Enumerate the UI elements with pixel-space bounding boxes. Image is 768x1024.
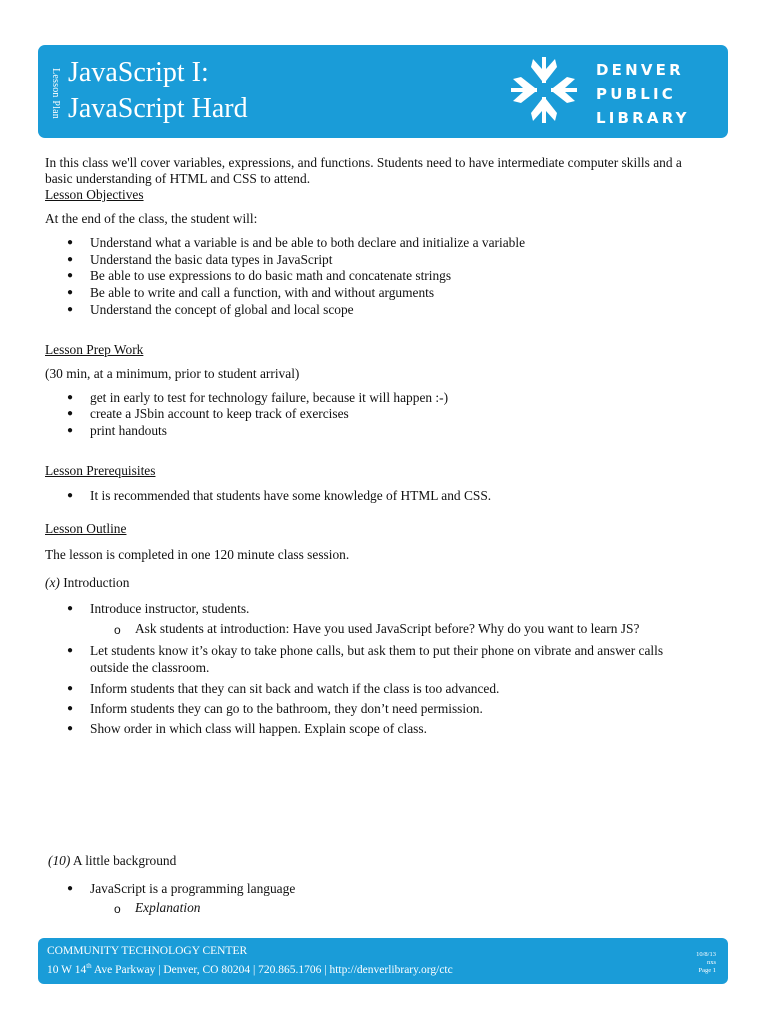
prereq-item: It is recommended that students have some knowledge of HTML and CSS. (90, 488, 492, 503)
intro-time-marker: (x) (45, 575, 60, 590)
intro-section-heading (45, 575, 129, 591)
sub-bullet-icon: o (114, 623, 121, 637)
bullet-icon: ● (67, 883, 74, 894)
bullet-icon: ● (67, 237, 74, 248)
intro-item-continuation: outside the classroom. (90, 660, 210, 675)
logo-text-library: LIBRARY (596, 109, 690, 127)
bullet-icon: ● (67, 603, 74, 614)
prep-lead: (30 min, at a minimum, prior to student arrival) (45, 366, 300, 381)
footer-page-number: Page 1 (698, 967, 716, 974)
footer-date: 10/8/13 (696, 951, 716, 958)
intro-item: Inform students that they can sit back and watch if the class is too advanced. (90, 681, 500, 696)
background-section-label: A little background (70, 853, 177, 868)
objectives-lead: At the end of the class, the student will: (45, 211, 258, 226)
background-item: JavaScript is a programming language (90, 881, 296, 896)
logo-text-denver: DENVER (596, 61, 684, 79)
bullet-icon: ● (67, 392, 74, 403)
bullet-icon: ● (67, 425, 74, 436)
intro-line-2: basic understanding of HTML and CSS to attend. (45, 171, 311, 186)
objective-item: Understand what a variable is and be able to both declare and initialize a variable (90, 235, 526, 250)
intro-item: Let students know it’s okay to take phone calls, but ask them to put their phone on vibrate and answer calls (90, 643, 664, 658)
outline-heading: Lesson Outline (45, 521, 127, 536)
title-line-2: JavaScript Hard (68, 93, 248, 124)
objectives-heading: Lesson Objectives (45, 187, 144, 202)
prereq-heading: Lesson Prerequisites (45, 463, 156, 478)
bullet-icon: ● (67, 304, 74, 315)
sub-bullet-icon: o (114, 902, 121, 916)
prep-item: print handouts (90, 423, 167, 438)
bullet-icon: ● (67, 270, 74, 281)
intro-item: Show order in which class will happen. Explain scope of class. (90, 721, 427, 736)
background-time-marker: (10) (48, 853, 71, 868)
footer-initials: nxs (706, 959, 716, 966)
lesson-plan-side-label: Lesson Plan (49, 67, 61, 119)
objective-item: Be able to write and call a function, with and without arguments (90, 285, 435, 300)
outline-lead: The lesson is completed in one 120 minute class session. (45, 547, 350, 562)
bullet-icon: ● (67, 490, 74, 501)
bullet-icon: ● (67, 408, 74, 419)
objective-item: Understand the basic data types in JavaScript (90, 252, 333, 267)
bullet-icon: ● (67, 723, 74, 734)
background-sub-item: Explanation (135, 900, 201, 915)
footer-center-name: COMMUNITY TECHNOLOGY CENTER (47, 945, 248, 957)
bullet-icon: ● (67, 645, 74, 656)
bullet-icon: ● (67, 683, 74, 694)
objective-item: Understand the concept of global and local scope (90, 302, 354, 317)
logo-text-public: PUBLIC (596, 85, 676, 103)
intro-sub-item: Ask students at introduction: Have you used JavaScript before? Why do you want to learn JS? (135, 621, 640, 636)
prep-heading: Lesson Prep Work (45, 342, 144, 357)
bullet-icon: ● (67, 703, 74, 714)
prep-item: create a JSbin account to keep track of exercises (90, 406, 349, 421)
intro-item: Introduce instructor, students. (90, 601, 250, 616)
denver-library-logo-icon (509, 55, 579, 125)
prep-item: get in early to test for technology failure, because it will happen :-) (90, 390, 449, 405)
bullet-icon: ● (67, 254, 74, 265)
background-section-heading (48, 853, 176, 869)
footer-banner (38, 938, 728, 984)
intro-section-label: Introduction (59, 575, 130, 590)
footer-contact-line: 10 W 14th Ave Parkway | Denver, CO 80204 | 720.865.1706 | http://denverlibrary.org/ctc (47, 962, 453, 976)
title-line-1: JavaScript I: (68, 57, 209, 88)
objective-item: Be able to use expressions to do basic math and concatenate strings (90, 268, 452, 283)
intro-line-1: In this class we'll cover variables, expressions, and functions. Students need to have intermediate computer skills and a (45, 155, 682, 170)
intro-item: Inform students they can go to the bathroom, they don’t need permission. (90, 701, 483, 716)
bullet-icon: ● (67, 287, 74, 298)
